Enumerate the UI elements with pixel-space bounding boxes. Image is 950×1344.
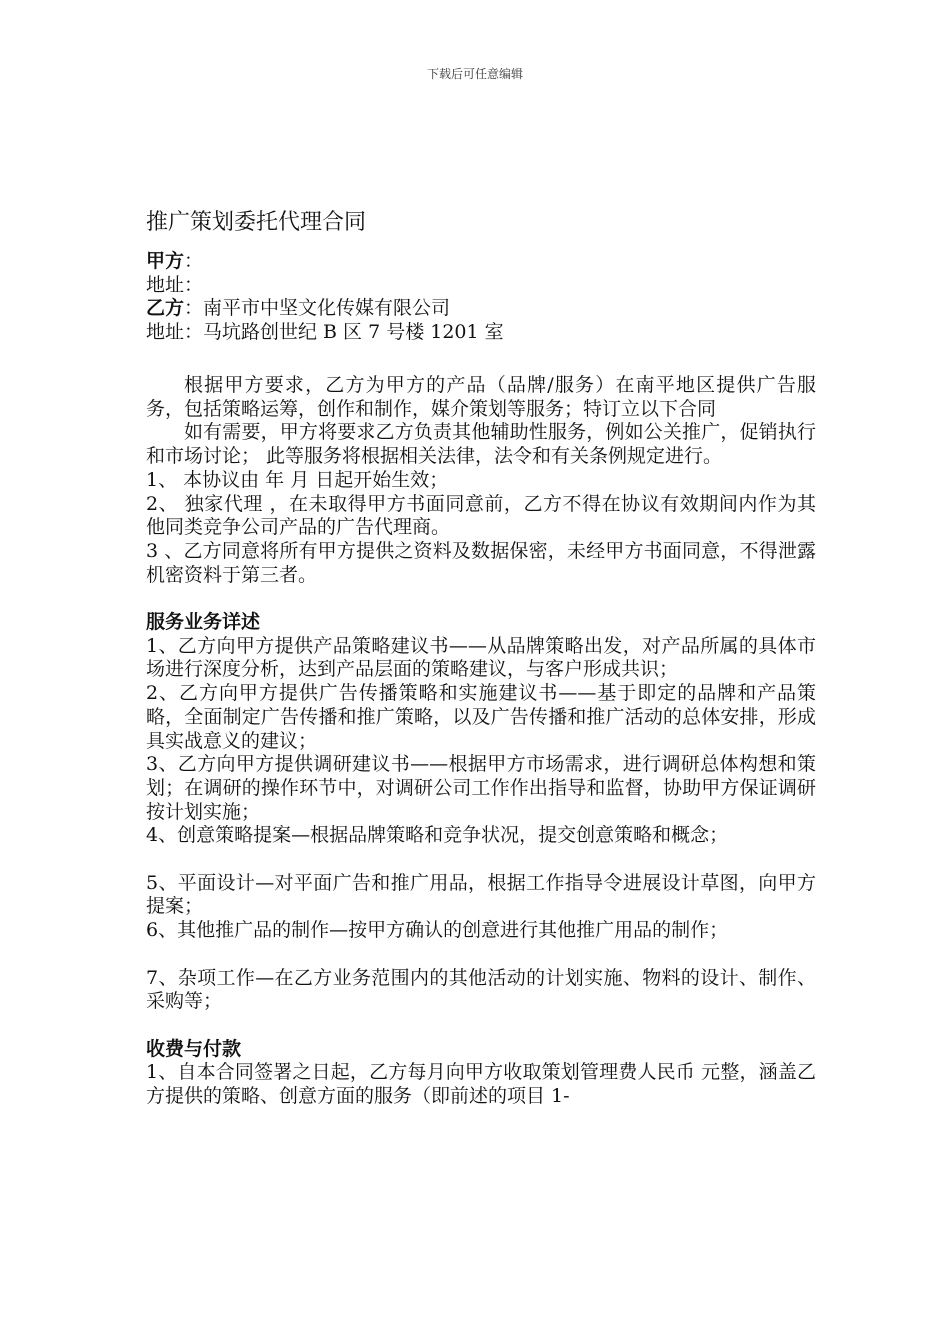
spacer <box>146 848 816 872</box>
fee-item: 1、自本合同签署之日起，乙方每月向甲方收取策划管理费人民币 元整，涵盖乙方提供的策略、创意方面的服务（即前述的项目 1- <box>146 1061 816 1108</box>
party-b-address: 地址：马坑路创世纪 B 区 7 号楼 1201 室 <box>146 320 504 343</box>
party-a-address: 地址： <box>146 273 204 296</box>
spacer <box>146 587 816 611</box>
service-item: 1、乙方向甲方提供产品策略建议书——从品牌策略出发，对产品所属的具体市场进行深度分析，达到产品层面的策略建议，与客户形成共识； <box>146 634 816 681</box>
service-item: 6、其他推广品的制作—按甲方确认的创意进行其他推广用品的制作； <box>146 919 729 942</box>
fees-heading: 收费与付款 <box>146 1037 242 1060</box>
page-header-note: 下载后可任意编辑 <box>426 67 523 81</box>
services-heading: 服务业务详述 <box>146 611 261 634</box>
service-item: 4、创意策略提案—根据品牌策略和竞争状况，提交创意策略和概念； <box>146 824 729 847</box>
document-title: 推广策划委托代理合同 <box>146 210 367 235</box>
service-item: 3、乙方向甲方提供调研建议书——根据甲方市场需求，进行调研总体构想和策划；在调研的操作环节中，对调研公司工作作出指导和监督，协助甲方保证调研按计划实施； <box>146 753 816 823</box>
spacer <box>146 1014 816 1038</box>
clause-item: 2、 独家代理 ，在未取得甲方书面同意前，乙方不得在协议有效期间内作为其他同类竞争公司产品的广告代理商。 <box>146 492 816 539</box>
service-item: 7、杂项工作—在乙方业务范围内的其他活动的计划实施、物料的设计、制作、采购等； <box>146 966 816 1013</box>
service-item: 2、乙方向甲方提供广告传播策略和实施建议书——基于即定的品牌和产品策略，全面制定广告传播和推广策略，以及广告传播和推广活动的总体安排，形成具实战意义的建议； <box>146 682 816 752</box>
party-a-line <box>146 250 504 274</box>
intro-paragraph: 根据甲方要求，乙方为甲方的产品（品牌/服务）在南平地区提供广告服务，包括策略运筹，创作和制作，媒介策划等服务；特订立以下合同 <box>146 374 816 420</box>
clause-item: 1、 本协议由 年 月 日起开始生效； <box>146 468 449 491</box>
clause-item: 3 、乙方同意将所有甲方提供之资料及数据保密，未经甲方书面同意，不得泄露机密资料于第三者。 <box>146 539 816 586</box>
intro-paragraph: 如有需要，甲方将要求乙方负责其他辅助性服务，例如公关推广，促销执行和市场讨论； 此等服务将根据相关法律，法令和有关条例规定进行。 <box>146 421 816 468</box>
contract-body <box>146 374 816 1109</box>
party-b-line <box>146 297 504 321</box>
party-a-label: 甲方 <box>146 250 185 272</box>
party-b-label: 乙方 <box>146 297 185 319</box>
party-a-colon: ： <box>184 250 204 272</box>
party-b-name: 南平市中坚文化传媒有限公司 <box>203 297 451 319</box>
parties-block <box>146 250 504 344</box>
spacer <box>146 943 816 967</box>
service-item: 5、平面设计—对平面广告和推广用品，根据工作指导令进展设计草图，向甲方提案； <box>146 871 816 918</box>
party-b-colon: ： <box>184 297 204 319</box>
